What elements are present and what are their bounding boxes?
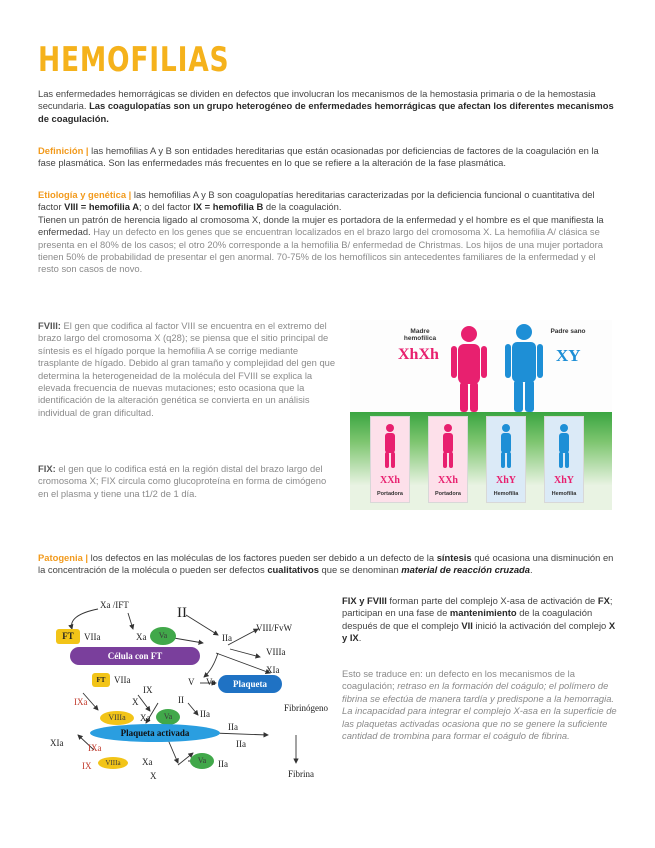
patogenia-b2: cualitativos bbox=[267, 564, 319, 576]
viiia-oval: VIIIa bbox=[100, 711, 134, 725]
etiologia-heading: Etiología y genética | bbox=[38, 189, 132, 200]
patogenia-paragraph bbox=[38, 552, 618, 577]
etiologia-text4: Tienen un patrón de herencia ligado al cromosoma X, donde la mujer es portadora de la enfermedad y el hombre es el que manifiesta la enfermedad. bbox=[38, 213, 604, 238]
complejo-b3: mantenimiento bbox=[449, 607, 517, 619]
coagulation-diagram bbox=[38, 585, 333, 785]
definicion-text: las hemofilias A y B son entidades hereditarias que están ocasionadas por deficiencias de factores de la coagulación en la fase plasmática. Son las enfermedades más frecuentes en lo que se refiere a la alteración de la fase plasmática. bbox=[38, 145, 599, 169]
label-xa-1: Xa bbox=[136, 632, 147, 642]
etiologia-b1: VIII = hemofilia A bbox=[64, 201, 139, 213]
va-oval-1: Va bbox=[150, 627, 176, 645]
fviii-paragraph bbox=[38, 320, 336, 419]
celula-ft-bar: Célula con FT bbox=[70, 647, 200, 665]
plaqueta-bar: Plaqueta bbox=[218, 675, 282, 693]
label-x: X bbox=[132, 697, 139, 707]
child-card-3 bbox=[486, 416, 526, 503]
consecuencia-italic: retraso en la formación del coágulo; el polímero de fibrina se efectúa de manera tardía y predispone a la hemorragia. La incapacidad para integrar el complejo X-asa en la superficie de las plaquetas activadas ocasiona que no se genere la suficiente cantidad de trombina para formar el coágulo de fibrina. bbox=[342, 680, 617, 742]
child-genotype-2: XXh bbox=[437, 475, 458, 486]
patogenia-b1: síntesis bbox=[436, 552, 472, 563]
father-label: Padre sano bbox=[550, 328, 586, 335]
label-va-2: Va bbox=[206, 677, 216, 687]
complejo-t3: de la coagulación después de que el complejo bbox=[342, 607, 593, 631]
label-ix-red: IX bbox=[82, 761, 92, 771]
child-figure-2 bbox=[438, 423, 458, 469]
intro-text: Las enfermedades hemorrágicas se dividen en defectos que involucran los mecanismos de la hemostasia primaria o de la hemostasia secundaria. bbox=[38, 88, 596, 112]
patogenia-text2: qué ocasiona una disminución en la concentración de la molécula o pueden ser defectos bbox=[38, 552, 614, 576]
label-ixa-1: IXa bbox=[74, 697, 88, 707]
label-xa-ift: Xa /IFT bbox=[100, 600, 129, 610]
plaqueta-activada-oval: Plaqueta activada bbox=[90, 724, 220, 742]
fix-paragraph bbox=[38, 463, 328, 500]
intro-paragraph bbox=[38, 88, 616, 125]
complejo-t5: . bbox=[358, 632, 362, 644]
child-figure-4 bbox=[554, 423, 574, 469]
patogenia-text3: que se denominan bbox=[321, 564, 399, 576]
mother-genotype: XhXh bbox=[398, 346, 439, 363]
complejo-t1: forman parte del complejo X-asa de activación de bbox=[389, 595, 596, 606]
child-caption-1: Portadora bbox=[377, 491, 403, 497]
label-iia-2: IIa bbox=[200, 709, 210, 719]
complejo-t2: ; participan en una fase de bbox=[342, 595, 613, 619]
father-genotype: XY bbox=[556, 346, 581, 365]
page-title: HEMOFILIAS bbox=[38, 40, 230, 80]
complejo-b4: VII bbox=[461, 619, 473, 631]
child-caption-4: Hemofilia bbox=[551, 491, 577, 497]
child-genotype-4: XhY bbox=[553, 475, 574, 486]
etiologia-text3: de la coagulación. bbox=[265, 201, 342, 213]
label-ixa-2: IXa bbox=[88, 743, 102, 753]
etiologia-b2: IX = hemofilia B bbox=[193, 201, 264, 213]
fix-text: el gen que lo codifica está en la región distal del brazo largo del cromosoma X; FIX circula como glucoproteína en forma de cimógeno en el plasma y tiene una t1/2 de 1 día. bbox=[38, 463, 327, 499]
child-card-1 bbox=[370, 416, 410, 503]
viiia-oval-2: VIIIa bbox=[98, 757, 128, 769]
patogenia-text1: los defectos en las moléculas de los factores pueden ser debido a un defecto de la bbox=[90, 552, 435, 563]
label-xa-3: Xa bbox=[142, 757, 153, 767]
label-iia-5: IIa bbox=[218, 759, 228, 769]
child-caption-2: Portadora bbox=[435, 491, 461, 497]
child-figure-1 bbox=[380, 423, 400, 469]
complejo-b1: FIX y FVIII bbox=[342, 595, 387, 606]
label-x-bottom: X bbox=[150, 771, 157, 781]
complejo-b2: FX bbox=[597, 595, 610, 606]
label-ix: IX bbox=[143, 685, 153, 695]
ft-box-2: FT bbox=[92, 673, 110, 687]
patogenia-text4: . bbox=[530, 564, 533, 576]
mother-label: Madre hemofílica bbox=[403, 328, 437, 342]
child-genotype-3: XhY bbox=[495, 475, 516, 486]
label-ii-mid: II bbox=[178, 695, 184, 705]
complejo-b5: X y IX bbox=[342, 619, 616, 644]
label-xia: XIa bbox=[266, 665, 280, 675]
mother-figure bbox=[445, 324, 493, 412]
etiologia-text2: ; o del factor bbox=[139, 201, 191, 213]
label-xia-left: XIa bbox=[50, 738, 64, 748]
intro-bold: Las coagulopatías son un grupo heterogéneo de enfermedades hemorrágicas que afectan los diferentes mecanismos de coagulación. bbox=[38, 100, 614, 124]
etiologia-text1: las hemofilias A y B son coagulopatías hereditarias caracterizadas por la deficiencia funcional o cuantitativa del factor bbox=[38, 189, 595, 213]
label-xa-2: Xa bbox=[140, 713, 151, 723]
patogenia-bi: material de reacción cruzada bbox=[401, 564, 531, 576]
fviii-label: FVIII: bbox=[38, 320, 61, 331]
consecuencia-paragraph bbox=[342, 668, 618, 742]
complejo-t4: inició la activación del complejo bbox=[475, 619, 607, 631]
etiologia-paragraph bbox=[38, 189, 616, 276]
definicion-heading: Definición | bbox=[38, 145, 89, 156]
label-fibrinogeno: Fibrinógeno bbox=[284, 703, 328, 713]
label-iia-1: IIa bbox=[222, 633, 232, 643]
father-figure bbox=[500, 322, 548, 412]
fix-label: FIX: bbox=[38, 463, 56, 474]
inheritance-figure bbox=[350, 320, 612, 510]
label-viiia: VIIIa bbox=[266, 647, 286, 657]
label-viii-fvw: VIII/FvW bbox=[256, 623, 292, 633]
label-viia-1: VIIa bbox=[84, 632, 101, 642]
etiologia-grey: Hay un defecto en los genes que se encuentran localizados en el brazo largo del cromosoma X. La hemofilia A/ clásica se presenta en el 80% de los casos; el otro 20% corresponde a la hemofilia B/ enfermedad de Christmas. Los hijos de una mujer portadora tienen 50% de probabilidad de presentar el gen anormal. 70-75% de los hemofílicos sin antecedentes familiares de la enfermedad y el resto son casos de novo. bbox=[38, 226, 603, 275]
label-iia-3: IIa bbox=[228, 722, 238, 732]
va-oval-4: Va bbox=[190, 753, 214, 769]
label-ii-top: II bbox=[177, 605, 187, 621]
child-card-4 bbox=[544, 416, 584, 503]
ft-box: FT bbox=[56, 629, 80, 644]
child-figure-3 bbox=[496, 423, 516, 469]
label-v: V bbox=[188, 677, 195, 687]
child-genotype-1: XXh bbox=[379, 475, 400, 486]
va-oval-3: Va bbox=[156, 709, 180, 725]
patogenia-heading: Patogenia | bbox=[38, 552, 89, 563]
definicion-paragraph bbox=[38, 145, 616, 170]
label-fibrina: Fibrina bbox=[288, 769, 314, 779]
label-iia-4: IIa bbox=[236, 739, 246, 749]
consecuencia-text: Esto se traduce en: un defecto en los mecanismos de la coagulación; bbox=[342, 668, 575, 692]
child-card-2 bbox=[428, 416, 468, 503]
label-viia-2: VIIa bbox=[114, 675, 131, 685]
complejo-paragraph bbox=[342, 595, 618, 645]
child-caption-3: Hemofilia bbox=[493, 491, 519, 497]
fviii-text: El gen que codifica al factor VIII se encuentra en el extremo del brazo largo del cromosoma X (q28); se piensa que el sitio principal de síntesis es el hígado porque la hemofilia A se corrige mediante trasplante de hígado. Debido al gran tamaño y complejidad del gen que determina la heterogeneidad de la molécula del FVIII se explica la elevada frecuencia de nuevas mutaciones; esto ocasiona que la identificación de la alteración genética se convierta en un análisis individual de gran dificultad. bbox=[38, 320, 336, 418]
